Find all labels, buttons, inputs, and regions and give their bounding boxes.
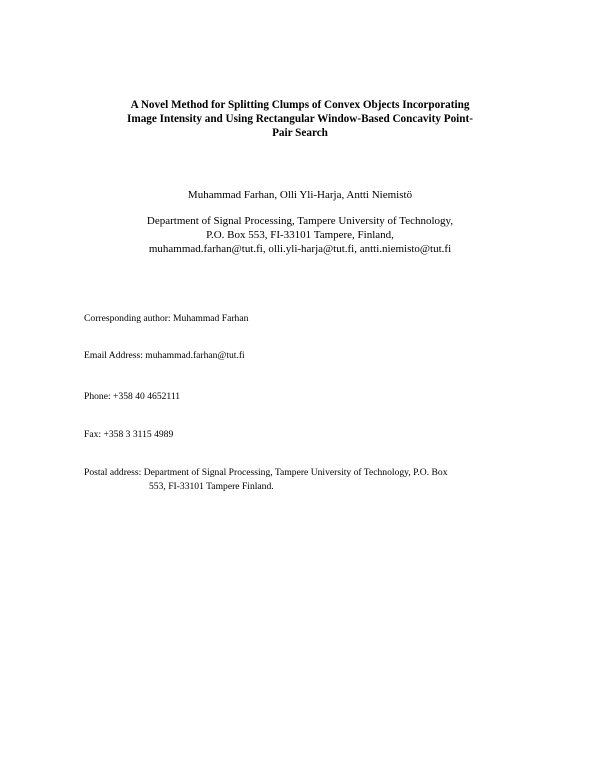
postal-address: Postal address: Department of Signal Processing, Tampere University of Technology, P.O. Box: [84, 467, 448, 478]
affiliation-emails: muhammad.farhan@tut.fi, olli.yli-harja@tut.fi, antti.niemisto@tut.fi: [148, 243, 452, 255]
postal-address-continued: 553, FI-33101 Tampere Finland.: [149, 481, 274, 492]
affiliation: [100, 214, 500, 256]
paper-title: [100, 98, 500, 140]
affiliation-address: P.O. Box 553, FI-33101 Tampere, Finland,: [206, 229, 394, 241]
affiliation-department: Department of Signal Processing, Tampere University of Technology,: [146, 215, 454, 227]
email-address: Email Address: muhammad.farhan@tut.fi: [84, 350, 245, 361]
corresponding-author: Corresponding author: Muhammad Farhan: [84, 313, 249, 324]
author-list: Muhammad Farhan, Olli Yli-Harja, Antti Niemistö: [187, 189, 413, 201]
phone-number: Phone: +358 40 4652111: [84, 391, 181, 402]
title-line-2: Image Intensity and Using Rectangular Window-Based Concavity Point-: [127, 113, 473, 125]
fax-number: Fax: +358 3 3115 4989: [84, 429, 174, 440]
title-line-3: Pair Search: [272, 127, 328, 139]
title-line-1: A Novel Method for Splitting Clumps of Convex Objects Incorporating: [130, 99, 470, 111]
